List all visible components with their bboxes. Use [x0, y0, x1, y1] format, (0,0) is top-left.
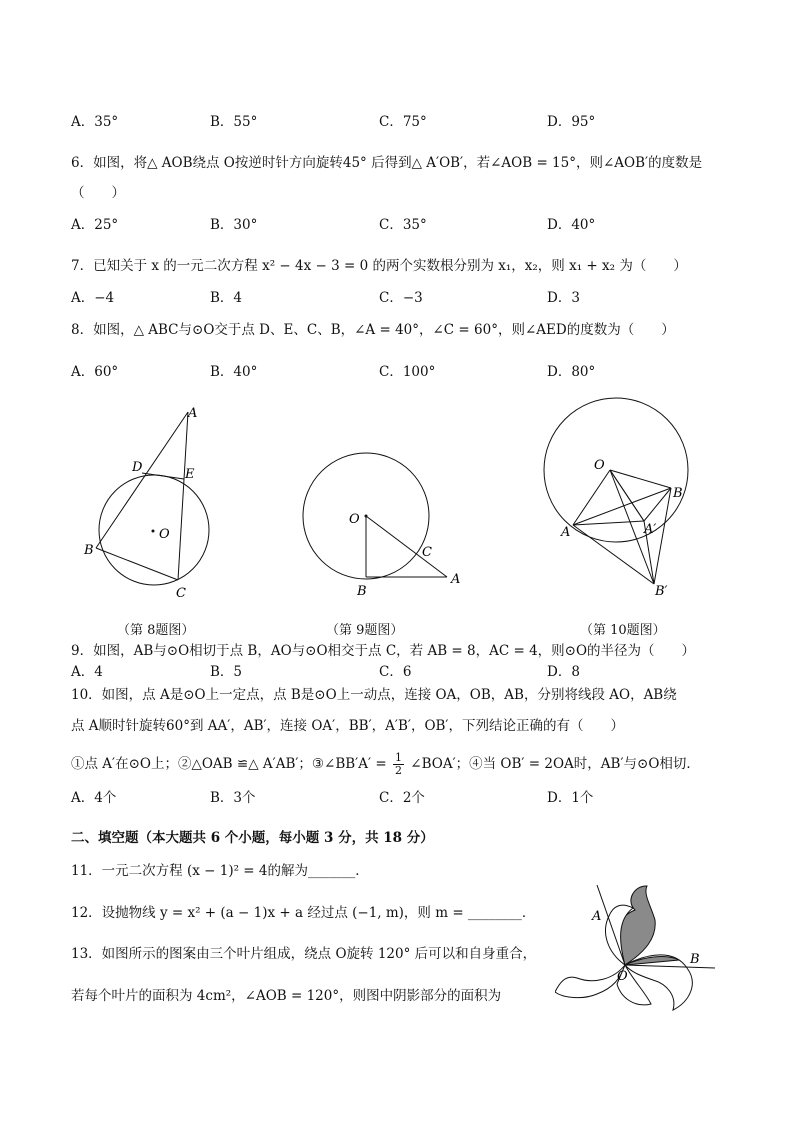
q5-options — [71, 110, 731, 130]
q6-stem: 6．如图，将△ AOB绕点 O按逆时针方向旋转45° 后得到△ A′OB′，若∠AOB = 15°，则∠AOB′的度数是 — [71, 155, 703, 171]
q13-stem-line2: 若每个叶片的面积为 4cm²，∠AOB = 120°，则图中阴影部分的面积为 — [71, 988, 502, 1004]
q9-option-d: D．8 — [547, 664, 580, 680]
fig9-label-b: B — [357, 584, 367, 599]
q7-option-b: B．4 — [210, 290, 243, 306]
q10-conclusions — [71, 752, 700, 777]
fig8-label-b: B — [84, 543, 94, 558]
q10-conclusions-post: ∠BOA′；④当 OB′ = 2OA时，AB′与⊙O相切． — [410, 756, 700, 772]
section-2-title: 二、填空题（本大题共 6 个小题，每小题 3 分，共 18 分） — [71, 830, 434, 846]
fig10-label-a1: A′ — [644, 522, 657, 537]
fig10-label-b1: B′ — [655, 584, 668, 599]
fig10-bb1 — [654, 488, 671, 584]
fig8-label-c: C — [176, 586, 186, 601]
q8-options — [71, 360, 731, 380]
q13-stem-line1: 13．如图所示的图案由三个叶片组成，绕点 O旋转 120° 后可以和自身重合， — [71, 946, 537, 962]
q12-text: 12．设抛物线 y = x² + (a − 1)x + a 经过点 (−1, m)，则 m = ________． — [71, 905, 536, 921]
q10-fraction-num: 1 — [394, 751, 402, 764]
figure-9 — [295, 445, 470, 605]
fig8-label-a: A — [188, 406, 198, 421]
figure-13 — [555, 880, 730, 1015]
q6-option-a: A．25° — [71, 217, 119, 233]
figure-10 — [540, 390, 700, 605]
fig10-label-b: B — [673, 486, 683, 501]
fig8-label-e: E — [185, 467, 195, 482]
fig10-label-a: A — [561, 525, 571, 540]
q8-option-d: D．80° — [547, 364, 596, 380]
fig8-center-dot — [152, 530, 155, 533]
q5-option-a: A．35° — [71, 114, 119, 130]
fig9-caption: （第 9题图） — [326, 623, 404, 638]
fig10-ab1 — [573, 525, 654, 584]
q5-option-b: B．55° — [210, 114, 258, 130]
fig13-label-a: A — [592, 909, 602, 924]
q10-option-c: C．2个 — [379, 790, 425, 806]
fig10-label-o: O — [594, 458, 605, 473]
q6-options — [71, 213, 731, 233]
q7-option-c: C．−3 — [379, 290, 423, 306]
fig10-circle — [544, 398, 688, 542]
q10-option-d: D．1个 — [547, 790, 594, 806]
fig8-caption: （第 8题图） — [117, 623, 195, 638]
fig8-side-bc — [96, 548, 178, 580]
q7-option-d: D．3 — [547, 290, 580, 306]
q10-fraction — [393, 752, 404, 777]
q8-stem: 8．如图，△ ABC与⊙O交于点 D、E、C、B，∠A = 40°，∠C = 60°，则∠AED的度数为（ ） — [71, 322, 675, 338]
fig8-side-ab — [96, 412, 188, 548]
figure-8 — [80, 400, 230, 610]
fig10-ob — [610, 470, 671, 488]
q10-stem-line2: 点 A顺时针旋转60°到 AA′，AB′，连接 OA′，BB′，A′B′，OB′，下列结论正确的有（ ） — [71, 718, 624, 734]
q9-options — [71, 660, 731, 680]
q6-answer-bracket: （ ） — [71, 185, 125, 201]
q7-options — [71, 286, 731, 306]
fig8-label-d: D — [132, 460, 143, 475]
q7-stem: 7．已知关于 x 的一元二次方程 x² − 4x − 3 = 0 的两个实数根分别为 x₁，x₂，则 x₁ + x₂ 为（ ） — [71, 258, 687, 274]
q9-option-b: B．5 — [210, 664, 243, 680]
fig10-oa — [573, 470, 610, 525]
fig9-label-c: C — [422, 545, 432, 560]
fig10-caption: （第 10题图） — [580, 623, 666, 638]
q9-option-a: A．4 — [71, 664, 103, 680]
q6-option-b: B．30° — [210, 217, 258, 233]
q8-option-b: B．40° — [210, 364, 258, 380]
fig13-label-b: B — [690, 952, 700, 967]
fig9-label-a: A — [451, 572, 461, 587]
q8-option-c: C．100° — [379, 364, 436, 380]
fig9-center-dot — [365, 515, 368, 518]
q10-conclusions-pre: ①点 A′在⊙O上；②△OAB ≌△ A′AB′；③∠BB′A′ = — [71, 756, 387, 772]
q10-options — [71, 786, 731, 806]
q5-option-d: D．95° — [547, 114, 596, 130]
q10-option-b: B．3个 — [210, 790, 256, 806]
q10-option-a: A．4个 — [71, 790, 117, 806]
fig10-aa1 — [573, 521, 644, 525]
q6-option-d: D．40° — [547, 217, 596, 233]
q9-stem: 9．如图，AB与⊙O相切于点 B，AO与⊙O相交于点 C，若 AB = 8，AC = 4，则⊙O的半径为（ ） — [71, 643, 696, 659]
q11-text: 11．一元二次方程 (x − 1)² = 4的解为_______． — [71, 863, 369, 879]
q7-option-a: A．−4 — [71, 290, 115, 306]
q10-fraction-den: 2 — [394, 764, 402, 777]
fig8-label-o: O — [159, 527, 170, 542]
fig9-label-o: O — [349, 512, 360, 527]
q5-option-c: C．75° — [379, 114, 427, 130]
q9-option-c: C．6 — [379, 664, 412, 680]
q8-option-a: A．60° — [71, 364, 119, 380]
q10-stem-line1: 10．如图，点 A是⊙O上一定点，点 B是⊙O上一动点，连接 OA，OB，AB，分别将线段 AO，AB绕 — [71, 687, 677, 703]
q6-option-c: C．35° — [379, 217, 427, 233]
fig13-label-o: O — [617, 969, 628, 984]
fig9-line-oa — [366, 516, 447, 577]
fig8-segment-de — [142, 473, 184, 479]
fig8-side-ac — [178, 412, 188, 580]
fig13-leaf-left — [555, 965, 625, 998]
